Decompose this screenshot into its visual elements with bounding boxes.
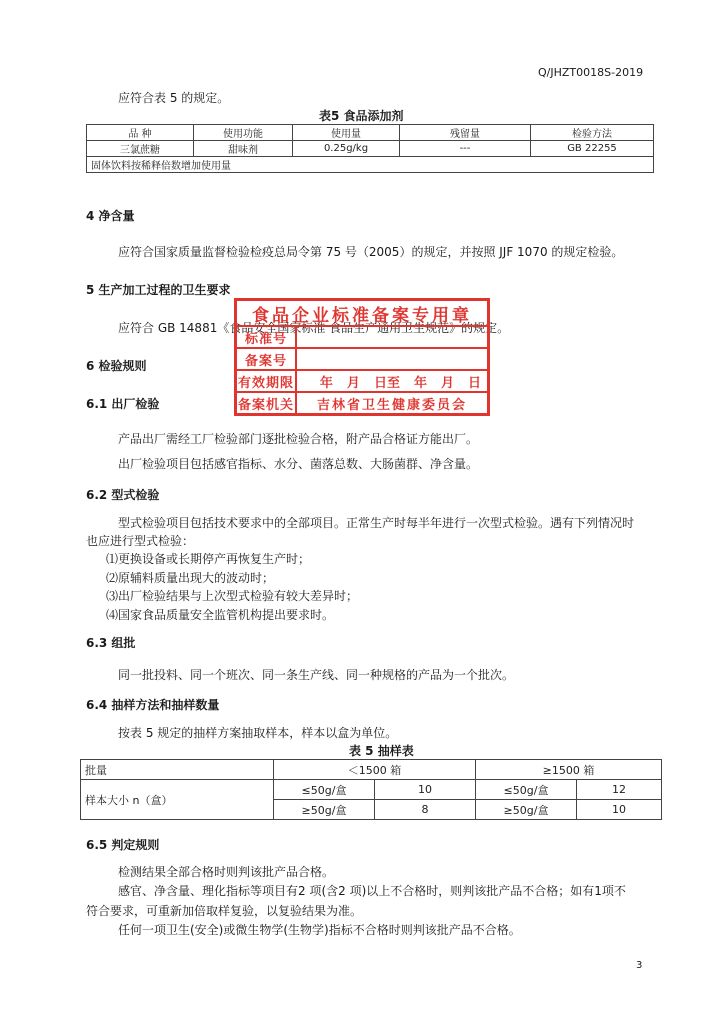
section-6-5-p2: 感官、净含量、理化指标等项目有2 项(含2 项)以上不合格时，则判该批产品不合格；如有1项不 xyxy=(118,884,626,898)
section-6-5-p1: 检测结果全部合格时则判该批产品合格。 xyxy=(118,865,335,879)
document-code: Q/JHZT0018S-2019 xyxy=(538,66,644,79)
table-header-row xyxy=(87,125,654,141)
stamp-label: 标准号 xyxy=(237,327,297,347)
sample-size-label: 样本大小 n（盒） xyxy=(81,780,274,820)
stamp-validity-part: 月 xyxy=(440,375,454,391)
section-6-5-p3: 符合要求，可重新加倍取样复验，以复验结果为准。 xyxy=(86,904,363,918)
stamp-label: 备案机关 xyxy=(237,393,297,413)
table-cell: 甜味剂 xyxy=(194,141,293,157)
section-5-title: 5 生产加工过程的卫生要求 xyxy=(86,283,231,297)
stamp-validity-part: 年 xyxy=(413,375,427,391)
stamp-label: 有效期限 xyxy=(237,371,297,391)
additive-table xyxy=(86,124,654,173)
table-header-cell: 品 种 xyxy=(87,125,194,141)
table-cell: ≤50g/盒 xyxy=(274,780,375,800)
stamp-validity-part: 日 xyxy=(467,375,481,391)
batch-header: 批量 xyxy=(81,760,274,780)
section-4-title: 4 净含量 xyxy=(86,209,135,223)
stamp-validity-part: 年 xyxy=(319,375,333,391)
section-6-1-title: 6.1 出厂检验 xyxy=(86,397,160,411)
stamp-validity-part: 月 xyxy=(346,375,360,391)
section-4-body: 应符合国家质量监督检验检疫总局令第 75 号（2005）的规定，并按照 JJF 1070 的规定检验。 xyxy=(118,245,624,259)
section-6-title: 6 检验规则 xyxy=(86,359,147,373)
section-6-3-body: 同一批投料、同一个班次、同一条生产线、同一种规格的产品为一个批次。 xyxy=(118,668,515,682)
sampling-table-caption: 表 5 抽样表 xyxy=(349,744,414,758)
stamp-row-standard-no xyxy=(237,327,487,349)
section-6-1-p1: 产品出厂需经工厂检验部门逐批检验合格，附产品合格证方能出厂。 xyxy=(118,432,479,446)
table-cell: ≥50g/盒 xyxy=(476,800,577,820)
table-cell: 10 xyxy=(577,800,662,820)
section-6-3-title: 6.3 组批 xyxy=(86,636,136,650)
section-6-2-p2: 也应进行型式检验： xyxy=(86,534,195,548)
list-item: ⑷国家食品质量安全监管机构提出要求时。 xyxy=(106,608,335,622)
table-note-row xyxy=(87,157,654,173)
section-6-2-title: 6.2 型式检验 xyxy=(86,488,160,502)
table-cell: GB 22255 xyxy=(531,141,654,157)
section-6-1-p2: 出厂检验项目包括感官指标、水分、菌落总数、大肠菌群、净含量。 xyxy=(118,457,479,471)
stamp-row-record-no xyxy=(237,349,487,371)
table1-caption: 表5 食品添加剂 xyxy=(319,109,404,123)
ge-1500-header: ≥1500 箱 xyxy=(476,760,662,780)
stamp-authority: 吉林省卫生健康委员会 xyxy=(316,397,467,413)
table-cell: ≤50g/盒 xyxy=(476,780,577,800)
section-6-5-p4: 任何一项卫生(安全)或微生物学(生物学)指标不合格时则判该批产品不合格。 xyxy=(118,923,521,937)
table-header-cell: 检验方法 xyxy=(531,125,654,141)
stamp-label: 备案号 xyxy=(237,349,297,369)
stamp-title: 食品企业标准备案专用章 xyxy=(237,301,487,327)
section-6-4-body: 按表 5 规定的抽样方案抽取样本，样本以盒为单位。 xyxy=(118,726,398,740)
list-item: ⑴更换设备或长期停产再恢复生产时； xyxy=(106,552,311,566)
table-header-cell: 使用功能 xyxy=(194,125,293,141)
table-cell: ≥50g/盒 xyxy=(274,800,375,820)
table-cell: 0.25g/kg xyxy=(293,141,400,157)
registration-stamp xyxy=(234,298,490,416)
list-item: ⑵原辅料质量出现大的波动时； xyxy=(106,571,275,585)
table-cell: 8 xyxy=(375,800,476,820)
section-6-5-title: 6.5 判定规则 xyxy=(86,838,160,852)
section-6-2-p1: 型式检验项目包括技术要求中的全部项目。正常生产时每半年进行一次型式检验。遇有下列情况时 xyxy=(118,516,635,530)
lt-1500-header: ＜1500 箱 xyxy=(274,760,476,780)
list-item: ⑶出厂检验结果与上次型式检验有较大差异时； xyxy=(106,589,359,603)
section-6-4-title: 6.4 抽样方法和抽样数量 xyxy=(86,698,220,712)
stamp-row-validity xyxy=(237,371,487,393)
table-header-row xyxy=(81,760,662,780)
table-cell: 12 xyxy=(577,780,662,800)
table-cell: 三氯蔗糖 xyxy=(87,141,194,157)
table-cell: --- xyxy=(400,141,531,157)
intro-text: 应符合表 5 的规定。 xyxy=(118,91,230,105)
stamp-validity-part: 日至 xyxy=(373,375,400,391)
table-header-cell: 残留量 xyxy=(400,125,531,141)
section-5-body: 应符合 GB 14881《食品安全国家标准 食品生产通用卫生规范》的规定。 xyxy=(118,321,510,335)
table-row xyxy=(81,780,662,800)
table-cell: 10 xyxy=(375,780,476,800)
table-header-cell: 使用量 xyxy=(293,125,400,141)
table-row xyxy=(87,141,654,157)
page-number: 3 xyxy=(636,960,643,971)
sampling-table xyxy=(80,759,662,820)
table-note: 固体饮料按稀释倍数增加使用量 xyxy=(87,157,654,173)
stamp-row-authority xyxy=(237,393,487,413)
